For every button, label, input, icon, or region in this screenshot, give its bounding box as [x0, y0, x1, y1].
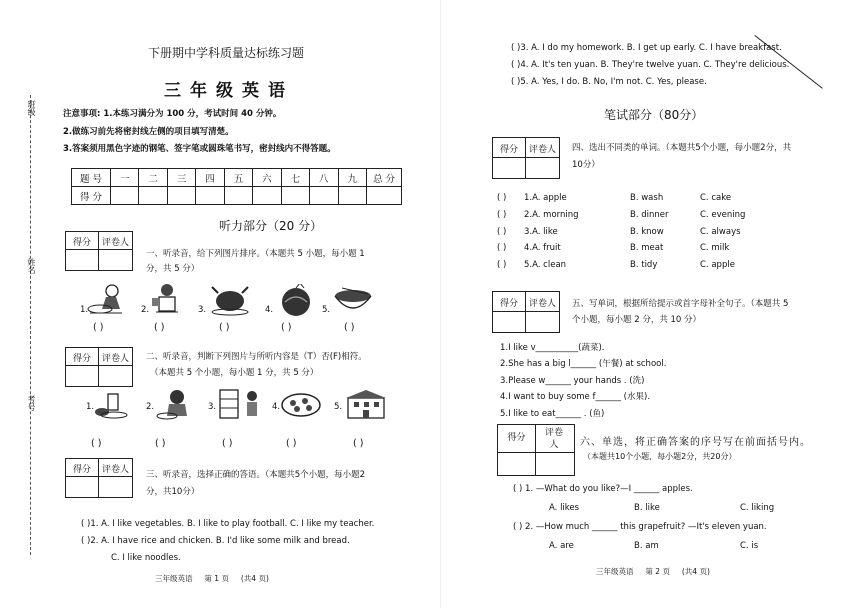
grader-box-q2 — [65, 347, 133, 387]
score-table — [71, 168, 402, 205]
seal-line — [30, 95, 31, 555]
q3-line-2: ( )2. A. I have rice and chicken. B. I'd like some milk and bread. — [81, 536, 350, 546]
q5-line-1: 1.I like v__________(蔬菜). — [500, 343, 605, 353]
grader-box-q5 — [492, 291, 560, 333]
score-header-cell: 总 分 — [367, 169, 402, 187]
pizza-icon — [280, 392, 322, 418]
q6-q1-option-b: B. like — [634, 503, 660, 513]
q1-num: 1. — [80, 305, 89, 315]
q3-title-2: 分，共10分） — [146, 487, 200, 497]
student-desk-icon — [86, 283, 126, 319]
q2-title-2: （本题共 5 个小题，每小题 1 分，共 5 分） — [150, 368, 319, 378]
score-header-cell: 九 — [338, 169, 367, 187]
q4-option-c: C. always — [700, 227, 741, 237]
q1-num: 3. — [198, 305, 207, 315]
score-table-row — [72, 187, 402, 205]
score-header-cell: 六 — [253, 169, 281, 187]
q1-answer-paren[interactable]: ( ) — [154, 322, 165, 333]
q4-paren[interactable]: ( ) — [497, 193, 507, 203]
q6-question-2: ( ) 2. —How much ______ this grapefruit? —It's eleven yuan. — [513, 522, 767, 532]
q3-continued-line-3: ( )3. A. I do my homework. B. I get up early. C. I have breakfast. — [511, 43, 782, 53]
q1-num: 5. — [322, 305, 331, 315]
side-label-name: 姓名 — [27, 258, 36, 274]
q2-answer-paren[interactable]: ( ) — [222, 438, 233, 449]
note-1: 注意事项: 1.本练习满分为 100 分，考试时间 40 分钟。 — [63, 109, 282, 119]
score-header-cell: 二 — [139, 169, 167, 187]
q4-option-a: 1.A. apple — [524, 193, 567, 203]
kid-with-shelf-icon — [218, 386, 266, 422]
q5-line-2: 2.She has a big l______ (午餐) at school. — [500, 359, 667, 369]
q2-num: 3. — [208, 402, 217, 412]
q5-line-4: 4.I want to buy some f______ (水果). — [500, 392, 651, 402]
score-cell[interactable] — [139, 187, 167, 205]
q2-title: 二、听录音，判断下列图片与所听内容是（T）否(F)相符。 — [146, 352, 367, 362]
listening-header: 听力部分（20 分） — [219, 219, 323, 233]
side-label-id: 考号 — [27, 395, 36, 411]
grader-box-grader-label: 评卷人 — [544, 428, 563, 450]
q1-answer-paren[interactable]: ( ) — [281, 322, 292, 333]
q2-num: 1. — [86, 402, 95, 412]
q4-option-c: C. milk — [700, 243, 730, 253]
q4-option-b: B. wash — [630, 193, 664, 203]
score-row-label: 得 分 — [72, 187, 111, 205]
q3-line-1: ( )1. A. I like vegetables. B. I like to play football. C. I like my teacher. — [81, 519, 375, 529]
grader-box-q4 — [492, 137, 560, 179]
q4-option-c: C. evening — [700, 210, 746, 220]
grader-box-q3 — [65, 458, 133, 498]
q4-option-a: 2.A. morning — [524, 210, 579, 220]
q6-title-2: （本题共10个小题，每小题2分，共20分） — [583, 452, 737, 461]
q3-continued-line-4: ( )4. A. It's ten yuan. B. They're twelve yuan. C. They're delicious. — [511, 60, 790, 70]
q2-num: 2. — [146, 402, 155, 412]
breakfast-icon — [94, 390, 128, 420]
q1-num: 2. — [141, 305, 150, 315]
q5-title: 五、写单词，根据所给提示或首字母补全句子。（本题共 5 — [572, 299, 789, 309]
score-header-cell: 三 — [167, 169, 195, 187]
q4-paren[interactable]: ( ) — [497, 243, 507, 253]
q5-line-3: 3.Please w______ your hands . (洗) — [500, 376, 645, 386]
score-cell[interactable] — [310, 187, 338, 205]
score-cell[interactable] — [367, 187, 402, 205]
grader-box-score-label: 得分 — [72, 465, 91, 475]
grader-box-grader-label: 评卷人 — [528, 145, 556, 155]
note-2: 2.做练习前先将密封线左侧的项目填写清楚。 — [63, 127, 234, 137]
grader-box-grader-label: 评卷人 — [528, 299, 556, 309]
grader-box-q6 — [497, 424, 575, 476]
score-header-cell: 八 — [310, 169, 338, 187]
q5-line-5: 5.I like to eat______ . (鱼) — [500, 409, 605, 419]
noodle-bowl-icon — [332, 286, 374, 318]
q5-title-2: 个小题，每小题 2 分，共 10 分） — [572, 315, 702, 325]
score-cell[interactable] — [224, 187, 252, 205]
q4-title-2: 10分） — [572, 160, 600, 170]
q4-option-b: B. tidy — [630, 260, 658, 270]
q2-answer-paren[interactable]: ( ) — [155, 438, 166, 449]
grader-box-grader-label: 评卷人 — [101, 465, 129, 475]
q4-paren[interactable]: ( ) — [497, 260, 507, 270]
q4-option-a: 5.A. clean — [524, 260, 567, 270]
grader-box-score-label: 得分 — [507, 433, 526, 443]
q4-title: 四、选出不同类的单词。（本题共5个小题，每小题2分，共 — [572, 143, 792, 153]
grader-box-score-label: 得分 — [499, 145, 518, 155]
q1-answer-paren[interactable]: ( ) — [93, 322, 104, 333]
score-header-cell: 五 — [224, 169, 252, 187]
q1-title-2: 分，共 5 分） — [146, 264, 200, 274]
score-header-cell: 四 — [196, 169, 224, 187]
q3-title: 三、听录音，选择正确的答语。（本题共5个小题，每小题2 — [146, 470, 366, 480]
score-cell[interactable] — [167, 187, 195, 205]
q3-line-3: C. I like noodles. — [111, 553, 181, 563]
q2-num: 5. — [334, 402, 343, 412]
grader-box-grader-label: 评卷人 — [101, 354, 129, 364]
note-3: 3.答案须用黑色字迹的钢笔、签字笔或圆珠笔书写，密封线内不得答题。 — [63, 144, 336, 154]
q2-answer-paren[interactable]: ( ) — [353, 438, 364, 449]
q4-option-b: B. dinner — [630, 210, 669, 220]
page2-footer: 三年级英语 第 2 页 (共4 页) — [596, 567, 710, 576]
q6-q2-option-a: A. are — [549, 541, 574, 551]
q4-paren[interactable]: ( ) — [497, 227, 507, 237]
q6-q1-option-c: C. liking — [740, 503, 775, 513]
writing-header: 笔试部分（80分） — [604, 108, 704, 122]
q4-option-b: B. meat — [630, 243, 664, 253]
roast-chicken-icon — [210, 285, 250, 317]
score-cell[interactable] — [281, 187, 309, 205]
grapefruit-icon — [277, 284, 315, 318]
q6-title: 六、单选，将正确答案的序号写在前面括号内。 — [580, 437, 811, 448]
score-header-cell: 七 — [281, 169, 309, 187]
q6-q2-option-b: B. am — [634, 541, 659, 551]
school-building-icon — [344, 388, 388, 420]
score-cell[interactable] — [196, 187, 224, 205]
q1-answer-paren[interactable]: ( ) — [219, 322, 230, 333]
grader-box-q1 — [65, 231, 133, 271]
q4-option-b: B. know — [630, 227, 664, 237]
page1-footer: 三年级英语 第 1 页 (共4 页) — [155, 574, 269, 583]
q6-q2-option-c: C. is — [740, 541, 759, 551]
q6-q1-option-a: A. likes — [549, 503, 580, 513]
boy-eating-icon — [150, 282, 184, 320]
score-cell[interactable] — [338, 187, 367, 205]
score-table-header — [72, 169, 402, 187]
score-header-cell: 一 — [111, 169, 139, 187]
score-header-cell: 题 号 — [72, 169, 111, 187]
q1-title: 一、听录音，给下列图片排序。（本题共 5 小题，每小题 1 — [146, 249, 365, 259]
q2-num: 4. — [272, 402, 281, 412]
grader-box-grader-label: 评卷人 — [101, 238, 129, 248]
q4-option-c: C. cake — [700, 193, 732, 203]
q4-option-a: 4.A. fruit — [524, 243, 561, 253]
q1-num: 4. — [265, 305, 274, 315]
q4-option-a: 3.A. like — [524, 227, 558, 237]
grader-box-score-label: 得分 — [72, 238, 91, 248]
girl-eating-icon — [155, 388, 193, 422]
q2-answer-paren[interactable]: ( ) — [91, 438, 102, 449]
grader-box-score-label: 得分 — [72, 354, 91, 364]
q3-continued-line-5: ( )5. A. Yes, I do. B. No, I'm not. C. Yes, please. — [511, 77, 707, 87]
score-cell[interactable] — [253, 187, 281, 205]
grader-box-score-label: 得分 — [499, 299, 518, 309]
q4-paren[interactable]: ( ) — [497, 210, 507, 220]
exam-subject: 三年级英语 — [164, 81, 294, 101]
q6-question-1: ( ) 1. —What do you like?—I ______ apples. — [513, 484, 693, 494]
side-label-class: 班级 — [27, 100, 36, 116]
q4-option-c: C. apple — [700, 260, 735, 270]
q1-answer-paren[interactable]: ( ) — [344, 322, 355, 333]
exam-title: 下册期中学科质量达标练习题 — [148, 46, 305, 60]
q2-answer-paren[interactable]: ( ) — [286, 438, 297, 449]
page-divider — [440, 0, 441, 608]
score-cell[interactable] — [111, 187, 139, 205]
